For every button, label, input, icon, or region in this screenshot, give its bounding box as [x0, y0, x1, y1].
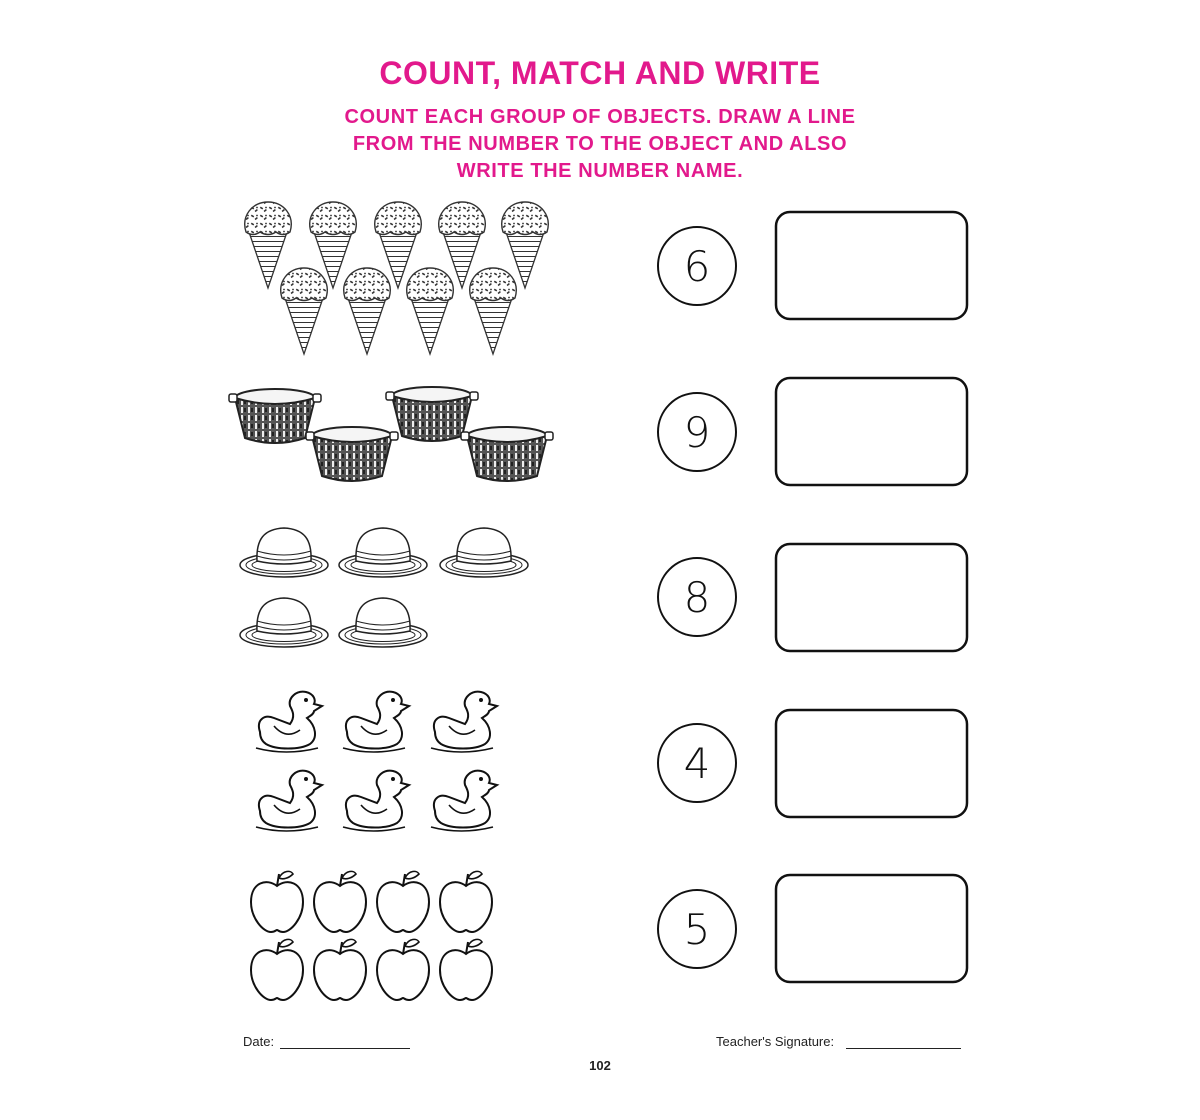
page-title: COUNT, MATCH AND WRITE: [379, 55, 821, 91]
apple-icon: [440, 871, 492, 932]
answer-box[interactable]: [776, 544, 967, 651]
number-text: 4: [683, 739, 711, 788]
ice-cream-icon: [245, 202, 291, 288]
duck-icon: [431, 692, 497, 752]
ice-cream-icon: [407, 268, 453, 354]
apple-icon: [440, 939, 492, 1000]
answer-box[interactable]: [776, 378, 967, 485]
hat-icon: [440, 528, 528, 577]
duck-icon: [431, 771, 497, 831]
instruction-line: COUNT EACH GROUP OF OBJECTS. DRAW A LINE: [344, 106, 856, 128]
apple-icon: [314, 871, 366, 932]
hat-icon: [339, 598, 427, 647]
date-field-line[interactable]: [280, 1048, 410, 1049]
ice-cream-icon: [344, 268, 390, 354]
apple-icon: [251, 939, 303, 1000]
number-circle: [658, 393, 736, 471]
page-number: 102: [589, 1058, 611, 1073]
apple-group: [251, 871, 492, 1000]
hat-icon: [339, 528, 427, 577]
basket-icon: [306, 427, 398, 481]
apple-icon: [251, 871, 303, 932]
signature-label: Teacher's Signature:: [716, 1034, 835, 1049]
basket-group: [229, 387, 553, 481]
duck-icon: [256, 692, 322, 752]
duck-icon: [256, 771, 322, 831]
ice-cream-icon: [470, 268, 516, 354]
number-circle: [658, 558, 736, 636]
date-label: Date:: [243, 1034, 275, 1049]
instruction-line: FROM THE NUMBER TO THE OBJECT AND ALSO: [352, 133, 848, 155]
basket-icon: [461, 427, 553, 481]
duck-icon: [343, 771, 409, 831]
number-circle: [658, 227, 736, 305]
signature-field-line[interactable]: [846, 1048, 961, 1049]
ice-cream-group: [245, 202, 548, 354]
number-circle: [658, 724, 736, 802]
number-circle: [658, 890, 736, 968]
number-text: 6: [683, 242, 711, 291]
apple-icon: [314, 939, 366, 1000]
number-text: 8: [683, 573, 711, 622]
instruction-line: WRITE THE NUMBER NAME.: [456, 160, 744, 182]
answer-box[interactable]: [776, 212, 967, 319]
duck-icon: [343, 692, 409, 752]
duck-group: [256, 692, 497, 831]
number-text: 9: [683, 408, 711, 457]
number-text: 5: [683, 905, 711, 954]
answer-box[interactable]: [776, 875, 967, 982]
answer-box[interactable]: [776, 710, 967, 817]
apple-icon: [377, 871, 429, 932]
hat-group: [240, 528, 528, 647]
ice-cream-icon: [281, 268, 327, 354]
apple-icon: [377, 939, 429, 1000]
hat-icon: [240, 598, 328, 647]
hat-icon: [240, 528, 328, 577]
